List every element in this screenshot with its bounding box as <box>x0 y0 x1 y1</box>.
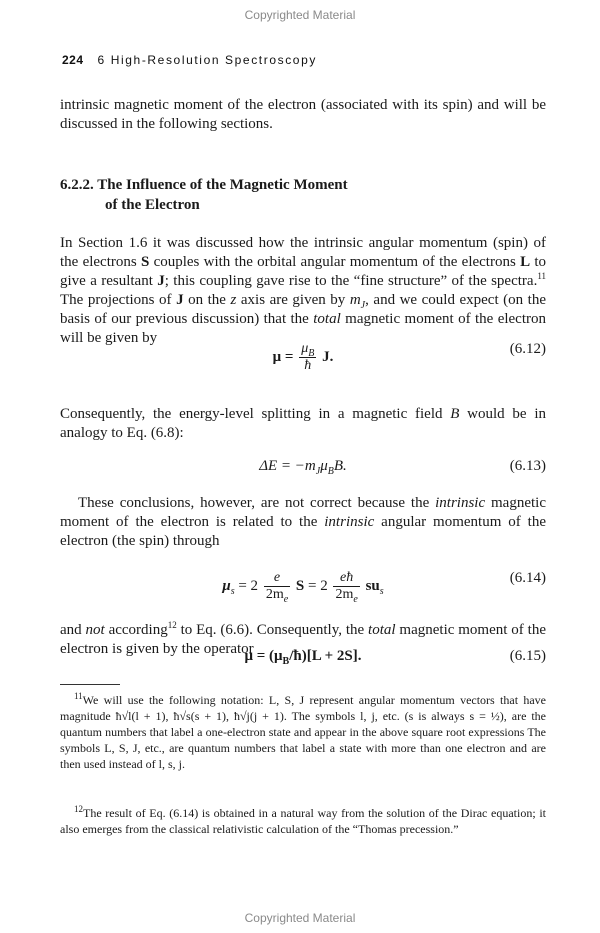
paragraph-1: intrinsic magnetic moment of the electron (associated with its spin) and will be discussed in the following sections. <box>60 97 546 132</box>
equation-number: (6.15) <box>509 648 546 664</box>
equation-6-15: $\mu = (\mu_B/ħ)[L + 2S]$. (6.15) <box>244 648 546 667</box>
paragraph-4: These conclusions, however, are not correct because the intrinsic magnetic moment of the electron is related to the intrinsic angular momentum of the electron (the spin) through <box>60 495 546 549</box>
footnote-ref-12[interactable]: 12 <box>167 620 177 630</box>
paragraph-2: In Section 1.6 it was discussed how the intrinsic angular momentum (spin) of the electrons S couples with the orbital angular momentum of the electrons L to give a resultant J; this coupling gave rise to the “fine structure” of the spectra.$^{11}$ The projections of J on the z axis are given by $m_J$, and we could expect (on the basis of our previous discussion) that the total magnetic moment of the electron will be given by <box>60 235 547 346</box>
equation-number: (6.13) <box>509 458 546 474</box>
footnote-11: $^{11}$We will use the following notation: L, S, J represent angular momentum vectors that have magnitude ħ√l(l + 1), ħ√s(s + 1), ħ√j(j + 1). The symbols l, j, etc. (s is always s = ½), are the quantum numbers that label a one-electron state and appear in the above square root expressions The symbols L, S, J, etc., are quantum numbers that label a state with more than one electron and are then used instead of l, s, j. <box>60 691 546 771</box>
watermark-top: Copyrighted Material <box>244 8 356 22</box>
section-title-line1: The Influence of the Magnetic Moment <box>97 177 348 193</box>
footnote-12: $^{12}$The result of Eq. (6.14) is obtained in a natural way from the solution of the Dirac equation; it also emerges from the classical relativistic calculation of the “Thomas precession.” <box>60 804 546 836</box>
footnote-mark: 12 <box>74 804 83 814</box>
equation-number: (6.14) <box>509 570 546 586</box>
section-title-line2: of the Electron <box>105 197 200 213</box>
paragraph-5: and not according$^{12}$ to Eq. (6.6). Consequently, the total magnetic moment of the electron is given by the operator <box>60 620 546 657</box>
equation-6-13: $\Delta E = -m_J\mu_BB$. (6.13) <box>259 458 546 477</box>
section-number: 6.2.2. <box>60 177 94 193</box>
equation-6-14: $\mu_s = 2$ $\frac{e}{2m_e}$ S = 2 $\frac{eħ}{2m_e}$ $su_s$ (6.14) <box>222 570 546 605</box>
equation-6-12: μ = $\frac{\mu_B}{ħ}$ J. (6.12) <box>272 341 546 373</box>
section-heading <box>60 175 546 215</box>
footnote-ref-11[interactable]: 11 <box>537 271 546 281</box>
equation-number: (6.12) <box>509 341 546 357</box>
watermark-bottom: Copyrighted Material <box>244 911 356 925</box>
paragraph-3: Consequently, the energy-level splitting in a magnetic field B would be in analogy to Eq. (6.8): <box>60 406 546 441</box>
running-head <box>62 53 317 67</box>
footnote-rule <box>60 684 120 685</box>
footnote-mark: 11 <box>74 691 83 701</box>
chapter-title: 6 High-Resolution Spectroscopy <box>97 53 317 67</box>
page-number: 224 <box>62 53 84 67</box>
